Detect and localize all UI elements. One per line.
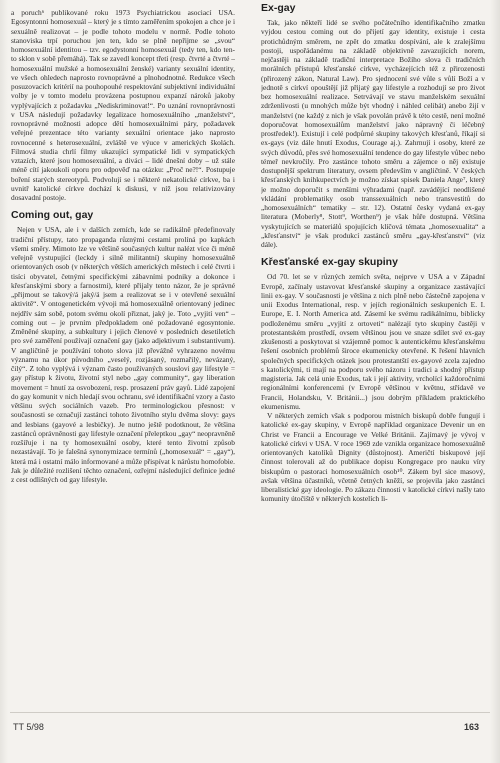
- left-column: [11, 8, 235, 703]
- journal-issue: TT 5/98: [13, 722, 44, 732]
- section-heading-ex-gay: Ex-gay: [261, 2, 296, 14]
- left-paragraph-1: a poruch⁶ publikované roku 1973 Psychiatrickou asociací USA. Egosyntonní homosexuál – který je s tímto zaměřením spokojen a chce je i sexuálně realizovat – je podle tohoto modelu v normě. Podle tohoto stanoviska trpí poruchou jen ten, kdo se plně nepřijme se „svou“ homosexuální identitou – tzv. egodystonní homosexuál (tedy ten, kdo ten-to sklon v sobě přemáhá). Tak se zavedl koncept třetí (resp. čtvrté a čtvrté – homosexuální mužské a homosexuální ženské) varianty sexuální identity, ve všech ohledech naprosto rovnoprávné a plnohodnotné. Redukce všech posuzovacích kritérií na pouhopouhé respektování subjektivní individuální volby je v tomto modelu provázena postupnou expanzí nároků jakoby vyplývajících z požadavku „Nediskriminovat!“. Po uznání rovnoprávnosti v USA následují požadavky legalizace homosexuálního „manželství“, rovnoprávné možnosti adopce dětí homosexuálními páry, požadavek veřejné prezentace této varianty sexuální orientace jako naprosto rovnocenné s heterosexuální, zvláště ve výuce v amerických školách. Filmová studia chrlí filmy ukazující sympatické lidi v sympatických vztazích, které jsou homosexuální, a diváci – lidé dnešní doby – už stále méně cítí jakoukoli oporu pro odpověď na otázku: „Proč ne?!“. Postupuje boření starých stereotypů. Podvolují se i některé nekatolické církve, ba i uvnitř katolické církve dochází k diskusi, v níž jsou relativizovány dosavadní postoje.: [11, 8, 235, 202]
- section-heading-christian-ex-gay-groups: Křesťanské ex-gay skupiny: [261, 256, 398, 269]
- footer-divider: [10, 712, 490, 713]
- right-column: [261, 2, 485, 702]
- right-paragraph-2: Od 70. let se v různých zemích světa, nejprve v USA a v Západní Evropě, začínaly ustavovat křesťanské skupiny a organizace zastávající linii ex-gay. V současnosti je většina z nich plně nebo částečně zapojena v unii Exodus International, resp. v jejích regionálních seskupeních E. I. Europe, E. I. North America atd. Zásemí ke svému radikálnímu, biblicky podloženému směru „vyjití z ortoveti“ nalézají tyto skupiny častěji v protestantském prostředí, ovsem většinou jsou ve snaze sdílet své ex-gay zkušenosti a poskytovat si vzájemně pomoc k autentickému křesťanskému řešení osobních problémů široce ekumenicky otevřené. K řešení hlavních společných specifických otázek jsou protestantští ex-gayové zcela zajedno s katolickými, ti mají na podporu svého názoru i tradici a shodný přístup magisteria. Jak celá unie Exodus, tak i její aktivity, vrcholící každoročními regionálními konferencemi (v Evropě většinou v květnu, střídavě ve Francii, Holandsku, V. Británii...) jsou dobrým příkladem praktického ekumenismu.: [261, 272, 485, 411]
- section-heading-coming-out: Coming out, gay: [11, 209, 94, 222]
- page-number: 163: [464, 722, 480, 732]
- right-paragraph-1: Tak, jako někteří lidé se svého počátečního identifikačního zmatku vyjdou cestou coming out do přijetí gay identity, existuje i cesta protichůdným směrem, ne zpět do zmatku dospívání, ale k zralejšímu postoji, uspořádanému na základě objektivně zavazujících norem, nejčastěji na základě tradiční interpretace Božího slova či tradičních morálních přístupů křesťanské církve, vycházejících též z přirozenosti (přirozený zákon, Natural Law). Pro sjednocení své vůle s vůlí Boží a v jednotě s církví opouštějí již přijatý gay lifestyle a rozhodují se pro život bez homosexuální realizace. Setrvávají ve stavu manželském sexuální zdrženlivosti (u mnohých může být vhodný i náhled celibát) anebo žijí v manželství (ne každý z nich je však povolán právě k této cestě, není možné doporučovat homosexuálům manželství jako nápravný či léčebný prostředek!). Existují i celé podpůrné skupiny takových křesťanů, říkají si ex-gays (viz dále hnutí Exodus, Courage aj.). Zahrnují i osoby, které ze svých důvodů, přes své homosexuální tendence do gay lifestyle vůbec nebo témeř nevkročily. Pro zastánce tohoto směru a zájemce o něj existuje dostupnější spektrum literatury, ovsem především v angličtině. V českých křesťanských knihkupectvích je možno získat spisek Daniela Ange⁷, který je možno doporučit s menšími výhradami (např. zavádějící neodlišené vkládání problematiky osob transsexuálních nebo transvestitů do „homosexuálních“ tematiky – str. 12). Ostatní česky vydaná ex-gay literatura (Moberly⁸, Stott⁹, Worthen⁹) je však hůře dostupná. Většina vyskytujících se materiálů spojujících klíčová témata „homosexualita“ a „křesťanství“ je však produkcí zastánců směru „gay-křesťanství“ (viz dále).: [261, 18, 485, 249]
- right-paragraph-3: V některých zemích však s podporou místních biskupů dobře fungují i katolické ex-gay skupiny, v Evropě například organizace Devenir un en Christ ve Francii a Encourage ve Velké Británii. Zajímavý je vývoj v katolické církvi v USA. V roce 1969 zde vznikla organizace homosexuálně orientovaných katolíků Dignity (důstojnost). Američtí biskupové její činnost tolerovali až do publikace dopisu Kongregace pro nauku víry biskupům o pastoraci homosexuálních osob¹⁰. Zákem byl sice masový, avšak většina účastníků, včetně četných kněží, se projevila jako zastánci liberalistické gay ideologie. Po zákazu činnosti v katolické církvi našly tato komunity útočiště v některých kostelích li-: [261, 411, 485, 504]
- left-paragraph-2: Nejen v USA, ale i v dalších zemích, kde se radikálně předefinovaly tradiční přístupy, tato propaganda různými cestami prolíná po kapkách všemi směry. Mimoto lze ve většině současných kultur nalézt více či méně veřejně vystupující (leckdy i silně militantní) skupiny homosexuálně orientovaných osob (v některých větších amerických městech i celé čtvrti i tisíci obyvatel, četnými specifickými zábavními podniky a dokonce i křesťanskými sbory a farnostmi), které přijaly tento názor, že je správné „přijmout se takový/á jaký/á jsem a realizovat se i v otevřené sexuální aktivitě“. V ontogenetickém vývoji má homosexuálně orientovaný jedinec nejdřív sám sobě, potom svému okolí přiznat, jaký je. Toto „vyjití ven“ – coming out – je prvním předpokladem oné požadované egosyntonie. Změněné skupiny, a subkultury i jejich členové v posledních desetiletích pro své zaměření používají označení gay (jako adjektivum i substantivum). V angličtině je používání tohoto slova již převážně vyhrazeno novému významu na úkor původního „veselý, rozjásaný, rozmařilý, nevázaný, čilý“. Z toho vyplývá i význam často používaných souslovi gay lifestyle = gay přístup k životu, životní styl nebo „gay community“, gay liberation movement = hnutí za osvobození, resp. prosazení práv gayů. Lidé zapojení do gay komunit v nich hledají svou ochranu, své identifikační vzory a často většinu svých sociálních vazeb. Pro terminologickou přesnost: v současnosti se označují zastánci tohoto životního stylu dvěma slovy: gays and lesbians (gayové a lesbičky). Je nutno ještě podotknout, že většina zastánců oprávněnosti gay lifestyle označení přeleptkou „gay“ neopravněně rozšiřuje i na ty homosexuální osoby, které tento životní způsob nezastávají. To je falešná synonymizace termínů („homosexuál“ = „gay“), která má i ostatní málo informované a může přispívat k nárůstu homofobie. Jak je důležité rozlišení těchto označení, ozřejmí následující definice jedné z cest odlišných od gay lifestyle.: [11, 225, 235, 484]
